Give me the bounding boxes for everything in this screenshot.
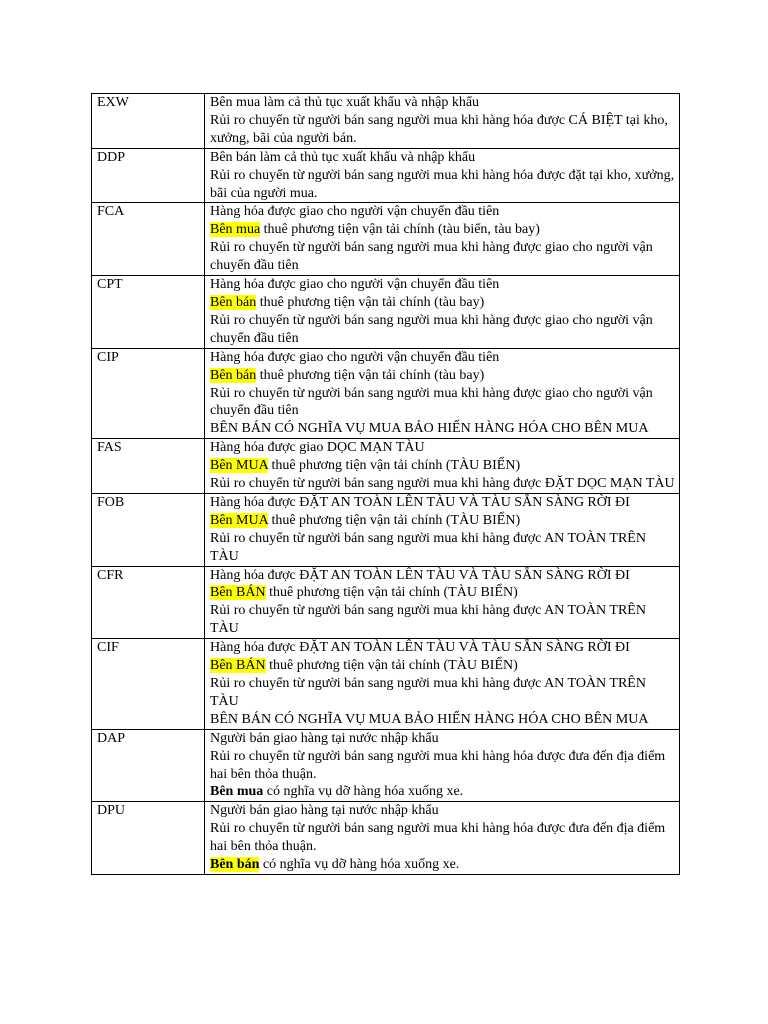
description-line <box>210 802 675 820</box>
description-line <box>210 112 675 148</box>
table-row <box>92 439 680 494</box>
description-line <box>210 639 675 657</box>
line-text: Rủi ro chuyển từ người bán sang người mua khi hàng được giao cho người vận chuyển đầu tiên <box>210 240 653 274</box>
line-text: Bên mua làm cả thủ tục xuất khẩu và nhập khẩu <box>210 95 480 110</box>
party-label: Bên mua <box>210 222 261 238</box>
incoterm-code: CFR <box>92 566 205 639</box>
description-line <box>210 748 675 784</box>
line-text: Rủi ro chuyển từ người bán sang người mua khi hàng được giao cho người vận chuyển đầu tiên <box>210 385 653 419</box>
table-row <box>92 203 680 276</box>
table-row <box>92 639 680 730</box>
line-text: Hàng hóa được giao cho người vận chuyển đầu tiên <box>210 349 500 365</box>
line-text: BÊN BÁN CÓ NGHĨA VỤ MUA BẢO HIỂN HÀNG HÓA CHO BÊN MUA <box>210 421 649 437</box>
party-label: Bên MUA <box>210 458 268 474</box>
incoterm-code: DDP <box>92 148 205 203</box>
description-line <box>210 349 675 367</box>
description-line <box>210 385 675 421</box>
line-text: Hàng hóa được ĐẶT AN TOÀN LÊN TÀU VÀ TÀU SẴN SÀNG RỜI ĐI <box>210 640 630 656</box>
table-row <box>92 348 680 439</box>
party-label: Bên MUA <box>210 512 268 528</box>
incoterm-code: CIF <box>92 639 205 730</box>
party-label: Bên bán <box>210 857 260 873</box>
party-label: Bên bán <box>210 367 257 383</box>
incoterm-code: FAS <box>92 439 205 494</box>
description-line <box>210 94 675 112</box>
line-text: Người bán giao hàng tại nước nhập khẩu <box>210 730 439 746</box>
incoterm-code: FOB <box>92 493 205 566</box>
description-line <box>210 167 675 203</box>
description-line <box>210 584 675 602</box>
description-line <box>210 221 675 239</box>
description-line <box>210 439 675 457</box>
description-line <box>210 711 675 729</box>
table-row <box>92 276 680 349</box>
party-label: Bên bán <box>210 294 257 310</box>
incoterm-code: DPU <box>92 802 205 875</box>
party-label: Bên BÁN <box>210 658 266 674</box>
incoterm-description <box>205 94 680 149</box>
description-line <box>210 203 675 221</box>
description-line <box>210 457 675 475</box>
table-row <box>92 94 680 149</box>
line-text: thuê phương tiện vận tải chính (TÀU BIỂN) <box>265 658 518 674</box>
incoterm-code: FCA <box>92 203 205 276</box>
incoterm-description <box>205 566 680 639</box>
incoterm-description <box>205 639 680 730</box>
incoterm-description <box>205 203 680 276</box>
line-text: Rủi ro chuyển từ người bán sang người mua khi hàng được AN TOÀN TRÊN TÀU <box>210 676 646 709</box>
incoterm-code: CPT <box>92 276 205 349</box>
line-text: thuê phương tiện vận tải chính (TÀU BIỂN) <box>267 512 521 528</box>
line-text: Rủi ro chuyển từ người bán sang người mua khi hàng được ĐẶT DỌC MẠN TÀU <box>210 476 675 492</box>
line-text: Hàng hóa được giao DỌC MẠN TÀU <box>210 440 425 456</box>
description-line <box>210 820 675 856</box>
incoterm-description <box>205 148 680 203</box>
line-text: Người bán giao hàng tại nước nhập khẩu <box>210 803 439 819</box>
party-label: Bên BÁN <box>210 585 266 601</box>
incoterm-description <box>205 493 680 566</box>
party-label: Bên mua <box>210 784 264 800</box>
incoterm-description <box>205 729 680 802</box>
line-text: Rủi ro chuyển từ người bán sang người mua khi hàng hóa được đưa đến địa điểm hai bên thỏa thuận. <box>210 821 666 855</box>
line-text: thuê phương tiện vận tải chính (tàu biển, tàu bay) <box>260 222 540 238</box>
line-text: thuê phương tiện vận tải chính (TÀU BIỂN) <box>265 585 518 601</box>
table-row <box>92 148 680 203</box>
line-text: Hàng hóa được ĐẶT AN TOÀN LÊN TÀU VÀ TÀU SẴN SÀNG RỜI ĐI <box>210 494 630 510</box>
line-text: Rủi ro chuyển từ người bán sang người mua khi hàng hóa được đưa đến địa điểm hai bên thỏa thuận. <box>210 748 666 782</box>
description-line <box>210 276 675 294</box>
incoterm-description <box>205 276 680 349</box>
description-line <box>210 475 675 493</box>
line-text: thuê phương tiện vận tải chính (tàu bay) <box>256 367 485 383</box>
description-line <box>210 602 675 638</box>
incoterm-code: CIP <box>92 348 205 439</box>
description-line <box>210 657 675 675</box>
line-text: có nghĩa vụ dỡ hàng hóa xuống xe. <box>263 784 464 800</box>
line-text: Hàng hóa được giao cho người vận chuyển đầu tiên <box>210 204 500 220</box>
line-text: có nghĩa vụ dỡ hàng hóa xuống xe. <box>259 857 460 873</box>
line-text: Rủi ro chuyển từ người bán sang người mua khi hàng được AN TOÀN TRÊN TÀU <box>210 530 646 564</box>
table-row <box>92 566 680 639</box>
description-line <box>210 312 675 348</box>
incoterm-description <box>205 348 680 439</box>
description-line <box>210 494 675 512</box>
incoterm-description <box>205 439 680 494</box>
incoterm-code: EXW <box>92 94 205 149</box>
description-line <box>210 530 675 566</box>
incoterm-description <box>205 802 680 875</box>
description-line <box>210 239 675 275</box>
description-line <box>210 730 675 748</box>
incoterm-code: DAP <box>92 729 205 802</box>
description-line <box>210 567 675 585</box>
table-row <box>92 493 680 566</box>
line-text: Rủi ro chuyển từ người bán sang người mua khi hàng hóa được đặt tại kho, xưởng, bãi của người mua. <box>210 167 675 201</box>
description-line <box>210 856 675 874</box>
line-text: thuê phương tiện vận tải chính (TÀU BIỂN) <box>267 458 521 474</box>
description-line <box>210 512 675 530</box>
description-line <box>210 149 675 167</box>
line-text: Hàng hóa được ĐẶT AN TOÀN LÊN TÀU VÀ TÀU SẴN SÀNG RỜI ĐI <box>210 567 630 583</box>
line-text: BÊN BÁN CÓ NGHĨA VỤ MUA BẢO HIỂN HÀNG HÓA CHO BÊN MUA <box>210 711 649 727</box>
description-line <box>210 420 675 438</box>
line-text: Rủi ro chuyển từ người bán sang người mua khi hàng được AN TOÀN TRÊN TÀU <box>210 603 646 637</box>
line-text: thuê phương tiện vận tải chính (tàu bay) <box>256 294 485 310</box>
description-line <box>210 367 675 385</box>
description-line <box>210 675 675 711</box>
table-row <box>92 802 680 875</box>
incoterms-table <box>91 93 680 875</box>
line-text: Rủi ro chuyển từ người bán sang người mua khi hàng hóa được CÁ BIỆT tại kho, xưởng, bãi của người bán. <box>210 112 668 146</box>
line-text: Bên bán làm cả thủ tục xuất khẩu và nhập khẩu <box>210 149 476 165</box>
table-row <box>92 729 680 802</box>
description-line <box>210 294 675 312</box>
line-text: Hàng hóa được giao cho người vận chuyển đầu tiên <box>210 277 500 293</box>
line-text: Rủi ro chuyển từ người bán sang người mua khi hàng được giao cho người vận chuyển đầu tiên <box>210 312 653 346</box>
incoterms-table-body <box>92 94 680 875</box>
description-line <box>210 783 675 801</box>
document-page <box>91 93 678 875</box>
